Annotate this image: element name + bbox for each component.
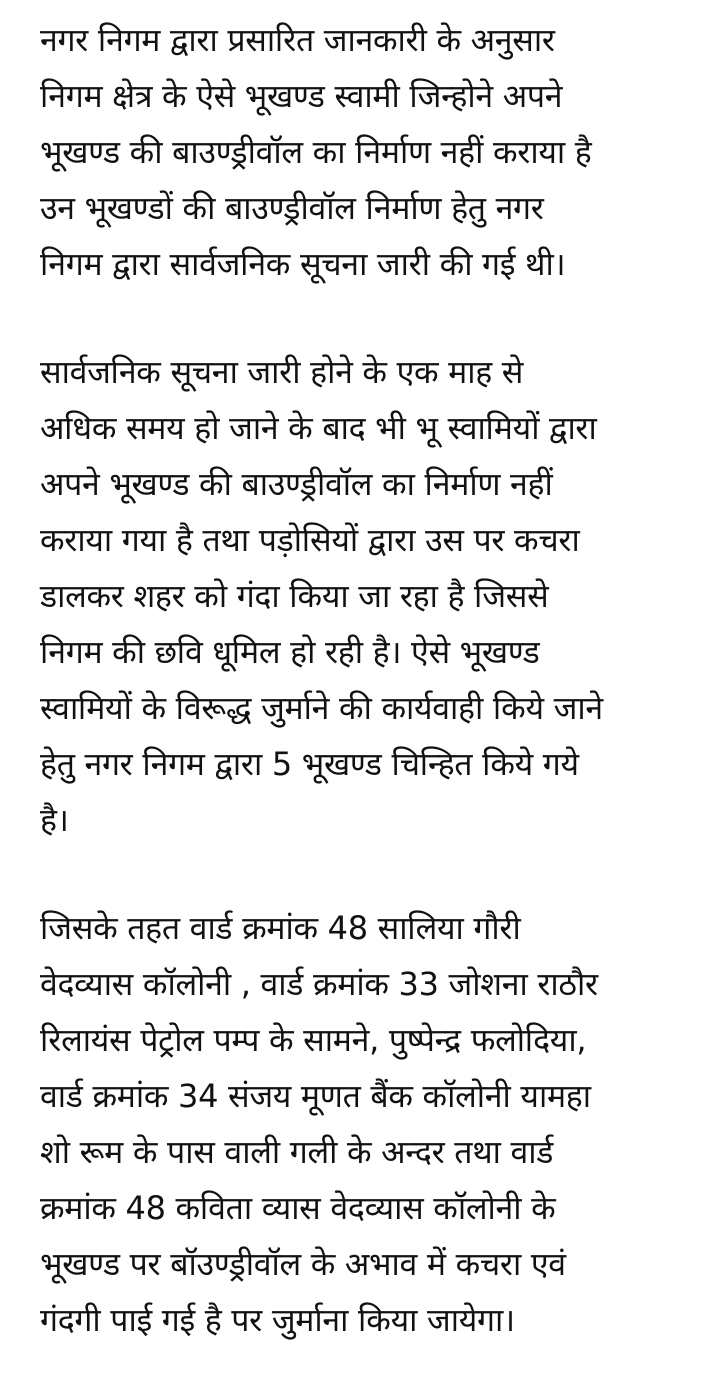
text-line: निगम क्षेत्र के ऐसे भूखण्ड स्वामी जिन्होने अपने	[40, 77, 563, 115]
text-line: वेदव्यास कॉलोनी , वार्ड क्रमांक 33 जोशना राठौर	[40, 965, 598, 1003]
news-article	[40, 12, 690, 1348]
paragraph-plot-list	[40, 900, 690, 1348]
text-line: शो रूम के पास वाली गली के अन्दर तथा वार्ड	[40, 1133, 554, 1171]
paragraph-plots-identified	[40, 344, 690, 848]
text-line: भूखण्ड की बाउण्ड्रीवॉल का निर्माण नहीं कराया है	[40, 133, 592, 171]
text-line: रिलायंस पेट्रोल पम्प के सामने, पुष्पेन्द्र फलोदिया,	[40, 1021, 587, 1059]
text-line: अपने भूखण्ड की बाउण्ड्रीवॉल का निर्माण नहीं	[40, 465, 553, 503]
text-line: क्रमांक 48 कविता व्यास वेदव्यास कॉलोनी के	[40, 1189, 556, 1227]
text-line: नगर निगम द्वारा प्रसारित जानकारी के अनुसार	[40, 21, 555, 59]
text-line: हेतु नगर निगम द्वारा 5 भूखण्ड चिन्हित किये गये	[40, 745, 579, 783]
text-line: है।	[40, 801, 69, 839]
text-line: स्वामियों के विरूद्ध जुर्माने की कार्यवाही किये जाने	[40, 689, 603, 727]
text-line: कराया गया है तथा पड़ोसियों द्वारा उस पर कचरा	[40, 521, 580, 559]
text-line: गंदगी पाई गई है पर जुर्माना किया जायेगा।	[40, 1301, 515, 1339]
text-line: सार्वजनिक सूचना जारी होने के एक माह से	[40, 353, 524, 391]
text-line: भूखण्ड पर बॉउण्ड्रीवॉल के अभाव में कचरा एवं	[40, 1245, 566, 1283]
text-line: डालकर शहर को गंदा किया जा रहा है जिससे	[40, 577, 549, 615]
text-line: उन भूखण्डों की बाउण्ड्रीवॉल निर्माण हेतु नगर	[40, 189, 544, 227]
text-line: जिसके तहत वार्ड क्रमांक 48 सालिया गौरी	[40, 909, 521, 947]
text-line: अधिक समय हो जाने के बाद भी भू स्वामियों द्वारा	[40, 409, 597, 447]
text-line: निगम द्वारा सार्वजनिक सूचना जारी की गई थी।	[40, 245, 566, 283]
text-line: वार्ड क्रमांक 34 संजय मूणत बैंक कॉलोनी यामहा	[40, 1077, 591, 1115]
paragraph-notice-issued	[40, 12, 690, 292]
text-line: निगम की छवि धूमिल हो रही है। ऐसे भूखण्ड	[40, 633, 540, 671]
